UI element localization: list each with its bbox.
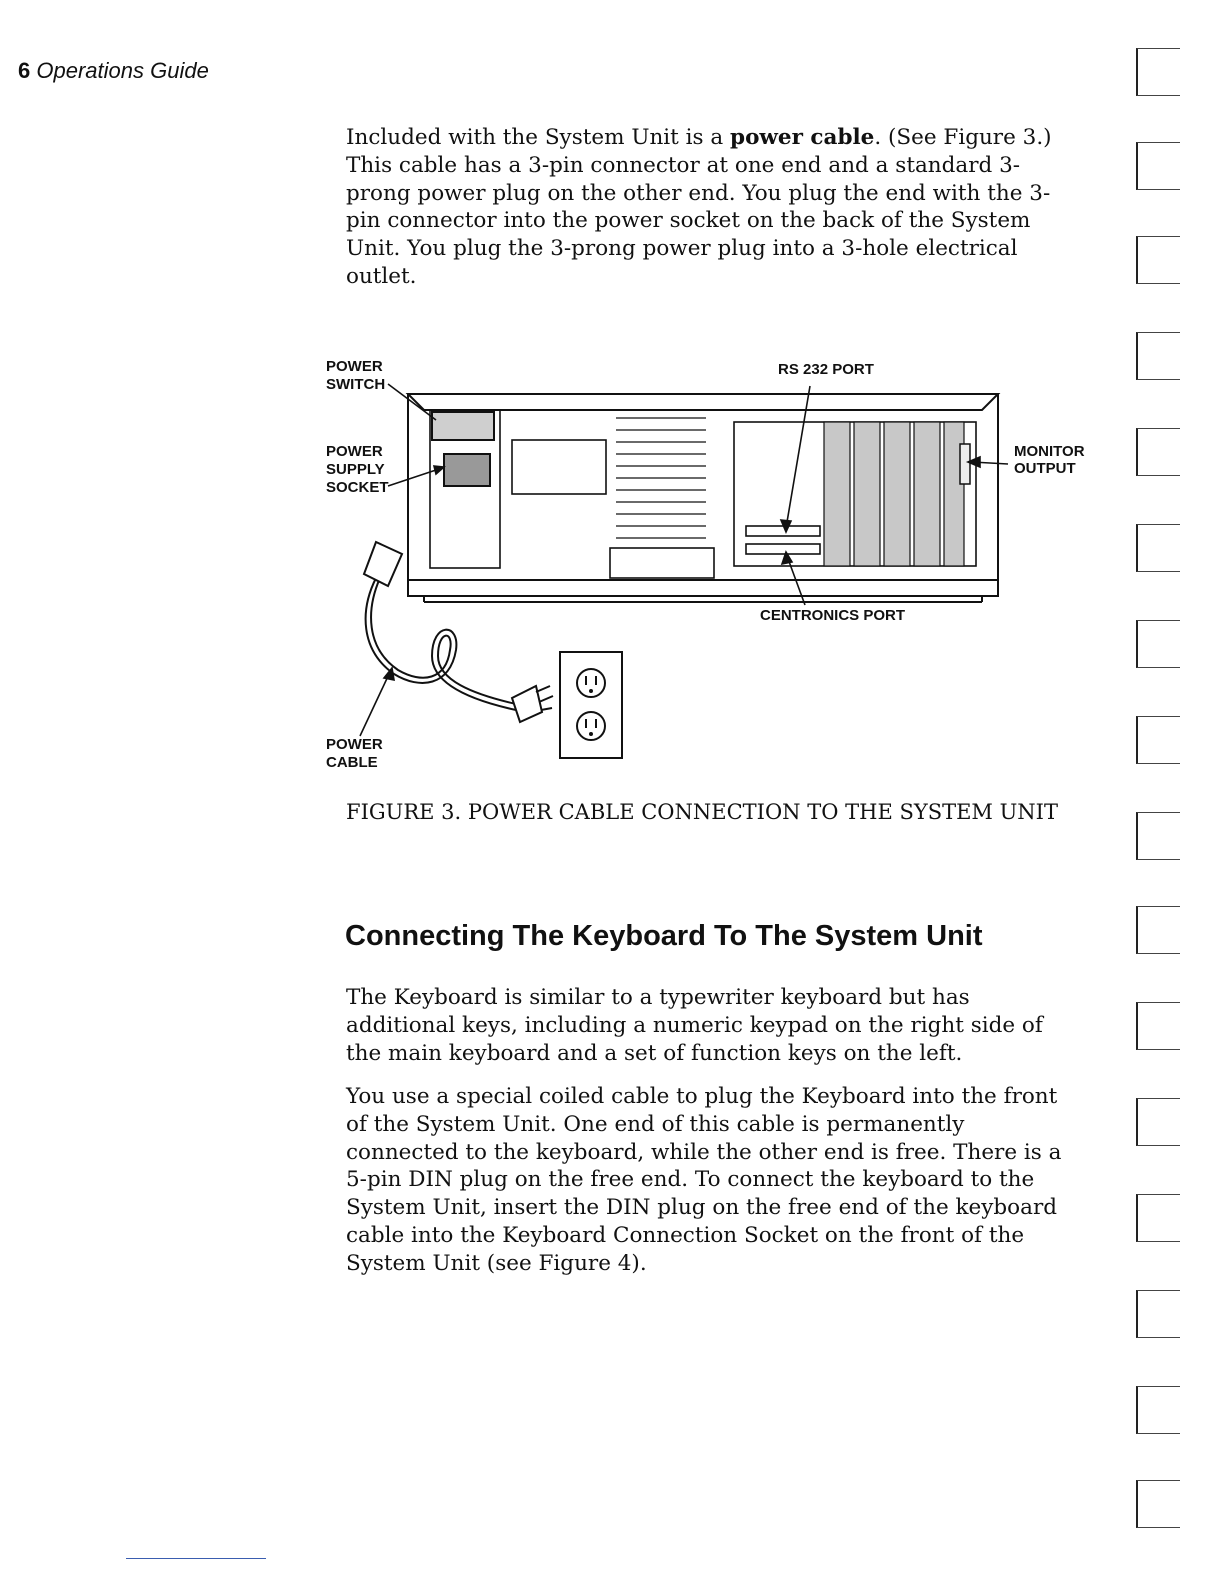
binder-tab	[1136, 1194, 1180, 1242]
label-power-2: POWER	[326, 443, 383, 460]
binder-tab	[1136, 620, 1180, 668]
louvers	[616, 418, 706, 538]
chassis-top-edge	[408, 394, 998, 410]
monitor-output-port	[960, 444, 970, 484]
figure-3-diagram	[320, 350, 1110, 780]
binder-tab	[1136, 1290, 1180, 1338]
binder-tab	[1136, 906, 1180, 954]
binder-tab	[1136, 524, 1180, 572]
label-supply: SUPPLY	[326, 461, 385, 478]
binder-tab	[1136, 1002, 1180, 1050]
label-rs232-port: RS 232 PORT	[778, 361, 874, 378]
label-power-3: POWER	[326, 736, 383, 753]
label-cable: CABLE	[326, 754, 378, 771]
power-supply-socket	[444, 454, 490, 486]
binder-tab	[1136, 1386, 1180, 1434]
binder-tab	[1136, 812, 1180, 860]
binder-tab	[1136, 332, 1180, 380]
label-plate	[610, 548, 714, 578]
intro-paragraph	[346, 124, 1076, 291]
keyboard-paragraph-1: The Keyboard is similar to a typewriter keyboard but has additional keys, including a numeric keypad on the right side of the main keyboard and a set of function keys on the left.	[346, 985, 1043, 1066]
binder-tab	[1136, 142, 1180, 190]
binder-tab	[1136, 1098, 1180, 1146]
intro-bold-term: power cable	[730, 125, 875, 150]
intro-text-start: Included with the System Unit is a	[346, 125, 731, 150]
page-number: 6	[18, 58, 31, 83]
section-heading: Connecting The Keyboard To The System Unit	[345, 920, 983, 952]
centronics-port	[746, 544, 820, 554]
power-cable	[364, 542, 553, 722]
footer-rule	[126, 1558, 266, 1559]
keyboard-paragraph-2: You use a special coiled cable to plug the Keyboard into the front of the System Unit. One end of this cable is permanently connected to the keyboard, while the other end is free. There is a 5-pin DIN plug on the free end. To connect the keyboard to the System Unit, insert the DIN plug on the free end of the keyboard cable into the Keyboard Connection Socket on the front of the System Unit (see Figure 4).	[346, 1084, 1062, 1276]
binder-tab	[1136, 236, 1180, 284]
figure-caption: FIGURE 3. POWER CABLE CONNECTION TO THE SYSTEM UNIT	[346, 800, 1058, 824]
binder-tab	[1136, 716, 1180, 764]
document-title: Operations Guide	[36, 58, 209, 83]
page-header	[18, 58, 209, 84]
intro-text-end: . (See Figure 3.) This cable has a 3-pin connector at one end and a standard 3-prong power plug on the other end. You plug the end with the 3-pin connector into the power socket on the back of the System Unit. You plug the 3-prong power plug into a 3-hole electrical outlet.	[346, 125, 1052, 289]
label-socket: SOCKET	[326, 479, 389, 496]
binder-tab	[1136, 1480, 1180, 1528]
power-switch	[432, 412, 494, 440]
electrical-outlet	[560, 652, 622, 758]
binder-tab	[1136, 428, 1180, 476]
label-power-1: POWER	[326, 358, 383, 375]
binder-tab	[1136, 48, 1180, 96]
system-unit-rear-diagram	[320, 350, 1110, 780]
label-output: OUTPUT	[1014, 460, 1076, 477]
label-monitor: MONITOR	[1014, 443, 1085, 460]
label-switch: SWITCH	[326, 376, 386, 393]
rs232-port	[746, 526, 820, 536]
vent-panel	[512, 440, 606, 494]
label-centronics-port: CENTRONICS PORT	[760, 607, 906, 624]
slot-covers	[824, 422, 964, 566]
